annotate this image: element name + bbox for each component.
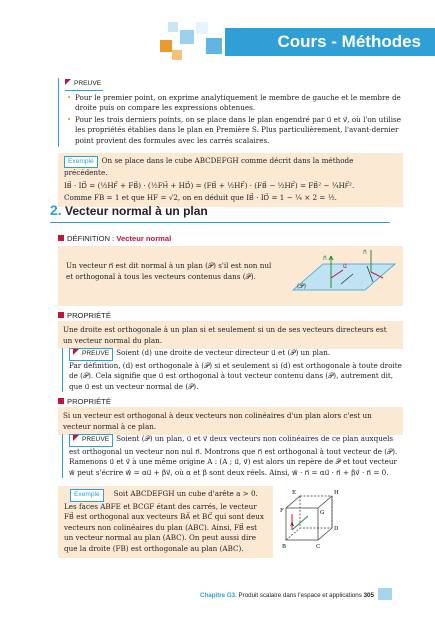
page-header <box>0 0 435 70</box>
propriete-box-2 <box>58 407 403 435</box>
decor-square <box>168 22 178 32</box>
exemple-text: On se place dans le cube ABCDEFGH comme décrit dans la méthode précédente. <box>64 155 354 178</box>
cube-label: D <box>334 526 339 532</box>
preuve-block-2 <box>62 348 402 392</box>
exemple-text: Les faces ABFE et BCGF étant des carrés, le vecteur FB⃗ est orthogonal aux vecteurs BA⃗ et BC⃗ qui sont deux vecteurs non colinéaires du plan (ABC). Ainsi, FB⃗ est un vecteur normal au plan (ABC). On peut aussi dire que la droite (FB) est orthogonale au plan (ABC). <box>64 501 264 553</box>
definition-box <box>58 246 403 306</box>
exemple-label: Exemple <box>64 156 98 169</box>
preuve-label: PREUVE <box>65 79 103 91</box>
list-item: • Pour les trois derniers points, on se place dans le plan engendré par u⃗ et v⃗, où l'on utilise les propriétés établies dans le plan en Première S. Plus particulièrement, l'avant-dernier point provient des formules avec les carrés scalaires. <box>75 115 403 147</box>
cube-label: F <box>280 508 284 514</box>
cube-label: A <box>290 522 294 528</box>
section-rule <box>50 222 390 223</box>
exemple-text: Soit ABCDEFGH un cube d'arête a > 0. <box>113 489 258 498</box>
decor-square <box>180 30 194 44</box>
footer-decor <box>378 588 392 600</box>
exemple-block-1 <box>58 153 403 207</box>
footer-title: Produit scalaire dans l'espace et applications <box>238 592 362 599</box>
decor-square <box>196 22 208 34</box>
preuve-block-3 <box>62 434 402 478</box>
propriete-heading-2: PROPRIÉTÉ <box>58 397 111 406</box>
propriete-heading-1: PROPRIÉTÉ <box>58 311 111 320</box>
cube-label: C <box>316 544 321 550</box>
propriete-text: Si un vecteur est orthogonal à deux vecteurs non colinéaires d'un plan alors c'est un vecteur normal à ce plan. <box>63 411 372 431</box>
plane-figure <box>283 248 398 304</box>
preuve-block-1 <box>58 78 403 207</box>
n-vector-label: n⃗ <box>323 255 327 262</box>
preuve-text: Par définition, (d) est orthogonale à (𝒫) si et seulement si (d) est orthogonale à toute droite de (𝒫). Cela signifie que u⃗ est orthogonal à tout vecteur contenu dans (𝒫), autrement dit, que u⃗ est un vecteur normal de (𝒫). <box>69 360 402 391</box>
u-vector-label: u⃗ <box>343 263 347 270</box>
propriete-text: Une droite est orthogonale à un plan si et seulement si un de ses vecteurs directeurs est un vecteur normal du plan. <box>63 325 387 345</box>
propriete-box-1 <box>58 321 403 349</box>
exemple-block-2 <box>58 486 273 558</box>
cube-label: B <box>282 544 287 550</box>
exemple-label: Exemple <box>70 489 104 502</box>
cube-label: E <box>292 490 297 496</box>
definition-text: Un vecteur n⃗ est dit normal à un plan (𝒫) s'il est non nul et orthogonal à tous les vecteurs contenus dans (𝒫). <box>66 261 272 281</box>
exemple-conclusion: Comme FB = 1 et que HF = √2, on en déduit que IB⃗ · ID⃗ = 1 − ¼ × 2 = ½. <box>64 193 337 203</box>
cube-figure <box>278 486 348 554</box>
preuve-label: PREUVE <box>69 434 113 447</box>
page-footer <box>200 592 374 599</box>
page-title: Cours - Méthodes <box>277 32 421 51</box>
page-number: 305 <box>363 592 374 599</box>
list-item: • Pour le premier point, on exprime analytiquement le membre de gauche et le membre de droite puis on compare les expressions obtenues. <box>75 93 403 114</box>
cube-label: G <box>320 510 325 516</box>
definition-heading: DÉFINITION : Vecteur normal <box>58 234 171 243</box>
decor-square <box>206 38 222 54</box>
preuve-text: Ramenons u⃗ et v⃗ à une même origine A : (A ; u⃗, v⃗) est alors un repère de 𝒫 et tout vecteur w⃗ peut s'écrire w⃗ = αu⃗ + βv⃗, où α et β sont deux réels. Ainsi, w⃗ · n⃗ = αu⃗ · n⃗ + βv⃗ · n⃗ = 0. <box>69 457 397 477</box>
exemple-formula: IB⃗ · ID⃗ = (½HF⃗ + FB⃗) · (½FH⃗ + HD⃗) = (FB⃗ + ½HF⃗) · (FB⃗ − ½HF⃗) = FB⃗² − ¼HF⃗². <box>64 180 355 190</box>
plane-label: (𝒫) <box>297 283 307 290</box>
cube-label: H <box>334 490 339 496</box>
footer-chapter: Chapitre G3. <box>200 592 237 599</box>
n-vector-label: n⃗ <box>363 249 367 256</box>
preuve-text: Soient (d) une droite de vecteur directeur u⃗ et (𝒫) un plan. <box>116 348 331 357</box>
preuve-text: Soient (𝒫) un plan, u⃗ et v⃗ deux vecteurs non colinéaires de ce plan auxquels est orthogonal un vecteur non nul n⃗. Montrons que n⃗ est orthogonal à tout vecteur de (𝒫). <box>69 434 398 456</box>
decor-square <box>172 50 182 60</box>
preuve-label: PREUVE <box>69 348 113 361</box>
section-title: 2. Vecteur normal à un plan <box>50 202 208 218</box>
decor-square <box>160 40 172 52</box>
